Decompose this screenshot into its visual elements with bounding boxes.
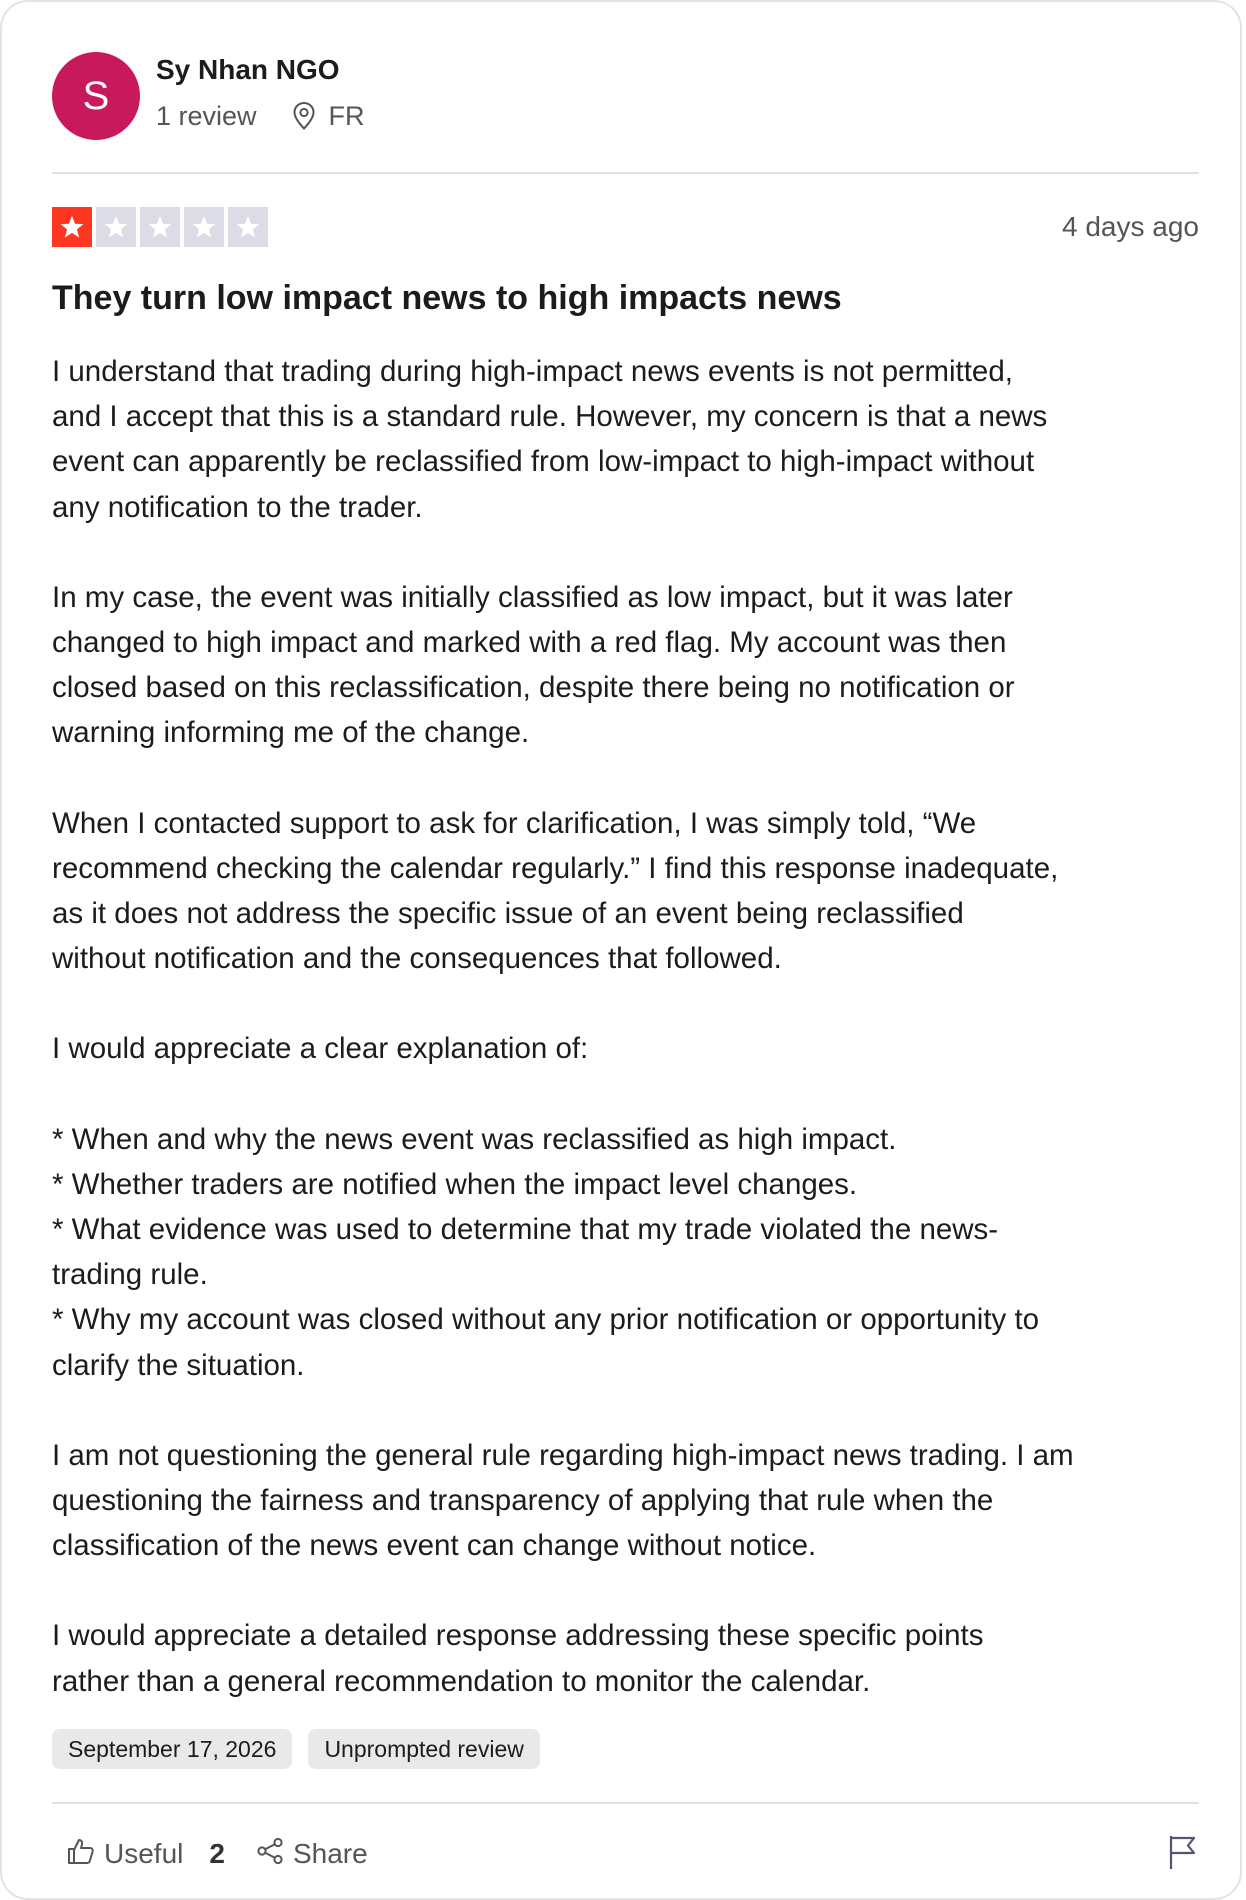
experience-date-tag: September 17, 2026 bbox=[52, 1729, 292, 1769]
review-body bbox=[52, 349, 1202, 1749]
flag-icon[interactable] bbox=[1167, 1834, 1199, 1870]
useful-button[interactable] bbox=[66, 1836, 183, 1873]
star-empty-icon bbox=[96, 207, 136, 247]
review-text-line: trading rule. bbox=[52, 1258, 208, 1292]
review-count: 1 review bbox=[156, 100, 257, 131]
reviewer-name[interactable]: Sy Nhan NGO bbox=[156, 54, 340, 85]
review-title[interactable]: They turn low impact news to high impacts news bbox=[52, 279, 842, 317]
review-text-line: questioning the fairness and transparency of applying that rule when the bbox=[52, 1484, 994, 1518]
useful-count: 2 bbox=[209, 1838, 225, 1869]
share-icon bbox=[255, 1836, 293, 1873]
review-text-line: any notification to the trader. bbox=[52, 490, 423, 524]
review-actions bbox=[66, 1832, 1199, 1876]
review-text-line: * Why my account was closed without any prior notification or opportunity to bbox=[52, 1303, 1040, 1337]
review-text-line: I would appreciate a detailed response addressing these specific points bbox=[52, 1619, 984, 1653]
header-divider bbox=[52, 172, 1199, 174]
review-text-line: * Whether traders are notified when the impact level changes. bbox=[52, 1167, 858, 1201]
review-text-line: I understand that trading during high-impact news events is not permitted, bbox=[52, 355, 1013, 388]
review-text-line: recommend checking the calendar regularly.” I find this response inadequate, bbox=[52, 851, 1059, 885]
review-text-line: and I accept that this is a standard rule. However, my concern is that a news bbox=[52, 400, 1048, 434]
review-paragraph-3 bbox=[52, 801, 1202, 982]
review-paragraph-2 bbox=[52, 575, 1202, 756]
thumbs-up-icon bbox=[66, 1836, 104, 1873]
review-text-line: as it does not address the specific issue of an event being reclassified bbox=[52, 897, 964, 931]
review-text-line: event can apparently be reclassified from low-impact to high-impact without bbox=[52, 445, 1035, 479]
review-text-line: rather than a general recommendation to monitor the calendar. bbox=[52, 1664, 871, 1698]
review-text-line: When I contacted support to ask for clarification, I was simply told, “We bbox=[52, 806, 977, 840]
review-text-line: classification of the news event can change without notice. bbox=[52, 1529, 817, 1563]
review-text-line: closed based on this reclassification, despite there being no notification or bbox=[52, 671, 1015, 705]
review-text-line: warning informing me of the change. bbox=[52, 716, 530, 750]
review-text-line: changed to high impact and marked with a red flag. My account was then bbox=[52, 626, 1007, 660]
review-text-line: clarify the situation. bbox=[52, 1348, 305, 1382]
star-empty-icon bbox=[228, 207, 268, 247]
review-paragraph-7 bbox=[52, 1613, 1202, 1703]
review-date-relative: 4 days ago bbox=[1062, 211, 1199, 242]
share-button[interactable] bbox=[255, 1836, 368, 1873]
footer-divider bbox=[52, 1802, 1199, 1804]
avatar[interactable]: S bbox=[52, 52, 140, 140]
review-text-line: In my case, the event was initially classified as low impact, but it was later bbox=[52, 580, 1013, 614]
review-paragraph-4 bbox=[52, 1026, 1202, 1071]
location-pin-icon bbox=[291, 101, 317, 131]
share-label: Share bbox=[292, 1838, 368, 1869]
review-text-line: * When and why the news event was reclassified as high impact. bbox=[52, 1122, 897, 1156]
review-paragraph-1 bbox=[52, 349, 1202, 530]
star-empty-icon bbox=[184, 207, 224, 247]
review-text-line: * What evidence was used to determine that my trade violated the news- bbox=[52, 1213, 999, 1247]
review-text-line: I am not questioning the general rule regarding high-impact news trading. I am bbox=[52, 1438, 1074, 1472]
star-rating bbox=[52, 207, 268, 247]
review-text-line: I would appreciate a clear explanation of: bbox=[52, 1032, 589, 1066]
reviewer-country: FR bbox=[328, 100, 365, 131]
review-paragraph-5 bbox=[52, 1117, 1202, 1388]
review-type-tag[interactable]: Unprompted review bbox=[308, 1729, 539, 1769]
star-filled-icon bbox=[52, 207, 92, 247]
star-empty-icon bbox=[140, 207, 180, 247]
review-tags bbox=[52, 1729, 540, 1769]
reviewer-meta bbox=[156, 98, 365, 134]
review-text-line: without notification and the consequences that followed. bbox=[52, 942, 782, 976]
review-paragraph-6 bbox=[52, 1433, 1202, 1569]
reviewer-header bbox=[52, 52, 1199, 142]
useful-label: Useful bbox=[104, 1838, 184, 1869]
